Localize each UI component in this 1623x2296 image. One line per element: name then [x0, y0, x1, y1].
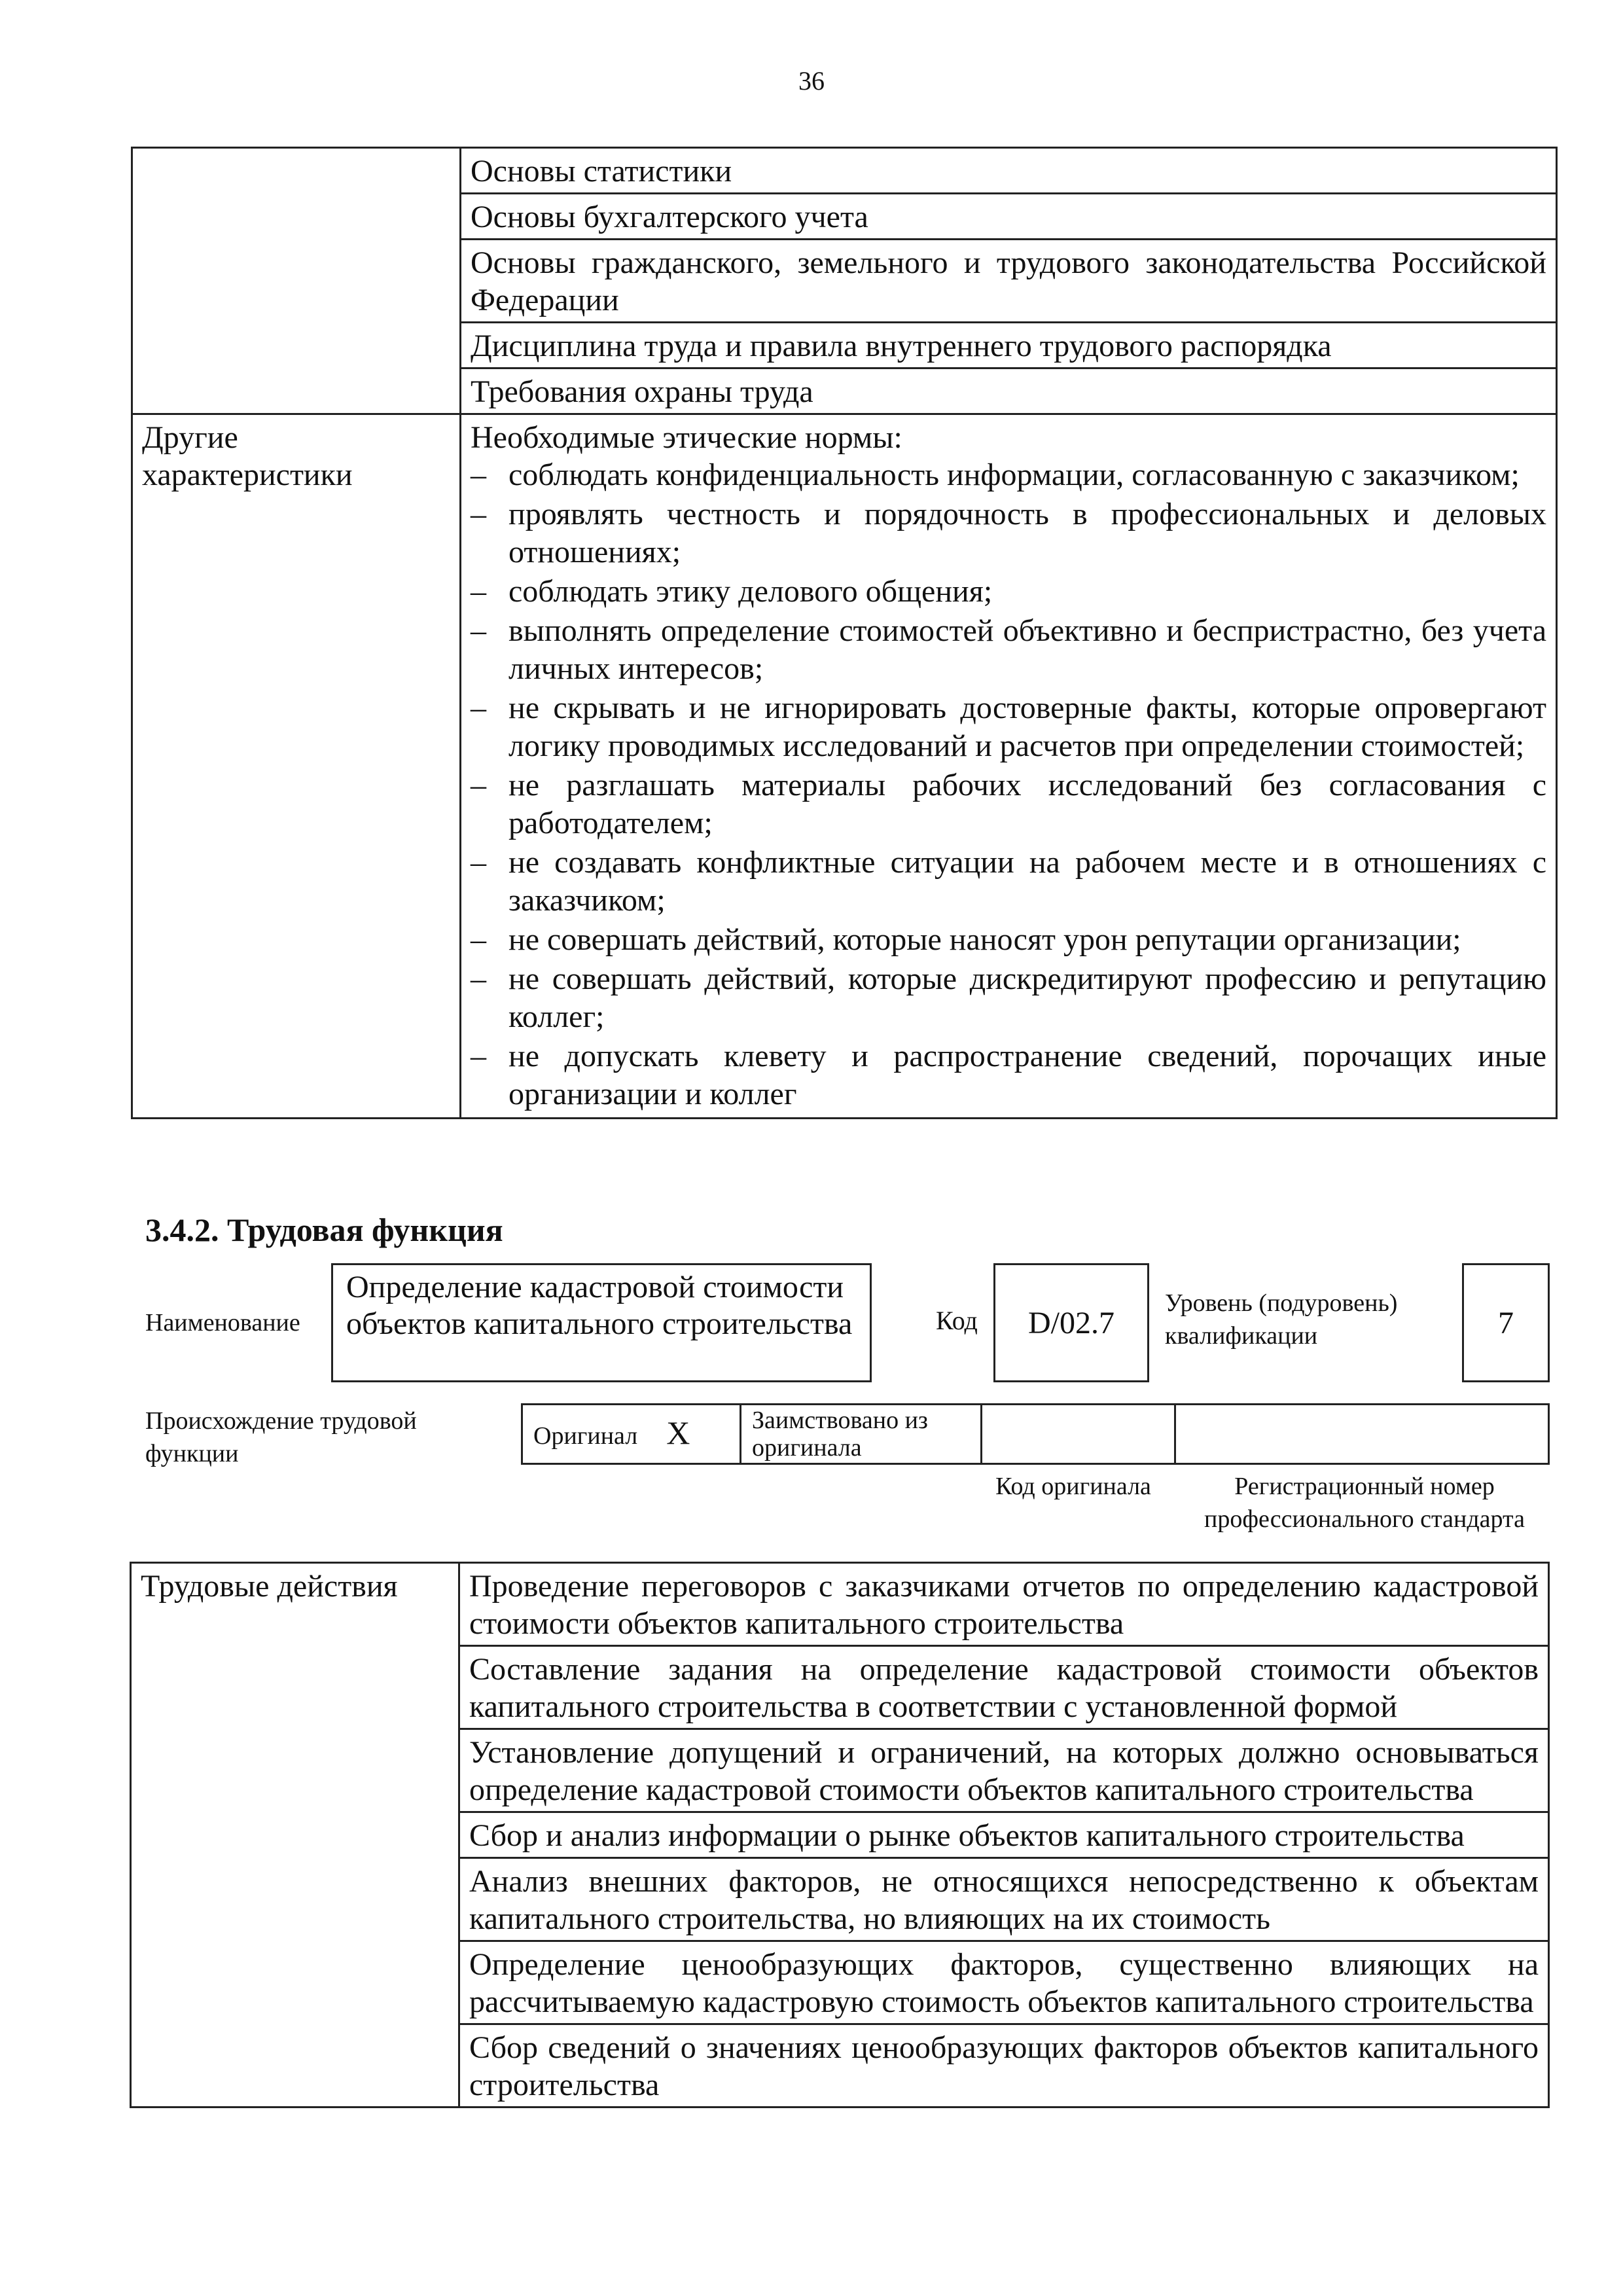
labor-action-item: Анализ внешних факторов, не относящихся непосредственно к объектам капитального строительства, но влияющих на их стоимость: [459, 1858, 1549, 1941]
list-item: – соблюдать конфиденциальность информации, согласованную с заказчиком;: [471, 456, 1546, 494]
original-mark: X: [666, 1414, 690, 1451]
labor-action-item: Установление допущений и ограничений, на которых должно основываться определение кадастровой стоимости объектов капитального строительства: [459, 1729, 1549, 1812]
labor-action-item: Составление задания на определение кадастровой стоимости объектов капитального строительства в соответствии с установленной формой: [459, 1646, 1549, 1729]
labor-action-item: Проведение переговоров с заказчиками отчетов по определению кадастровой стоимости объектов капитального строительства: [459, 1563, 1549, 1646]
level-value: 7: [1462, 1263, 1550, 1382]
original-code-caption: Код оригинала: [995, 1473, 1151, 1500]
original-label: Оригинал: [533, 1422, 638, 1450]
knowledge-item: Дисциплина труда и правила внутреннего трудового распорядка: [461, 323, 1557, 368]
list-item: – выполнять определение стоимостей объективно и беспристрастно, без учета личных интересов;: [471, 612, 1546, 688]
origin-label: Происхождение трудовой функции: [145, 1407, 417, 1467]
table-row: [131, 1563, 1549, 1646]
name-value: Определение кадастровой стоимости объектов капитального строительства: [331, 1263, 872, 1382]
code-value: D/02.7: [993, 1263, 1149, 1382]
labor-actions-label: Трудовые действия: [131, 1563, 459, 2108]
ethics-intro: Необходимые этические нормы:: [471, 420, 902, 455]
knowledge-item: Основы гражданского, земельного и трудового законодательства Российской Федерации: [461, 240, 1557, 323]
knowledge-item: Основы бухгалтерского учета: [461, 194, 1557, 240]
list-item: – не допускать клевету и распространение сведений, порочащих иные организации и коллег: [471, 1037, 1546, 1113]
labor-actions-table: [130, 1562, 1550, 2108]
labor-action-item: Определение ценообразующих факторов, существенно влияющих на рассчитываемую кадастровую стоимость объектов капитального строительства: [459, 1941, 1549, 2024]
name-label: Наименование: [145, 1309, 300, 1336]
knowledge-item: Требования охраны труда: [461, 368, 1557, 414]
list-item: – не разглашать материалы рабочих исследований без согласования с работодателем;: [471, 766, 1546, 842]
knowledge-table: [131, 147, 1558, 1119]
code-label: Код: [936, 1306, 978, 1335]
list-item: – не совершать действий, которые дискредитируют профессию и репутацию коллег;: [471, 960, 1546, 1036]
registration-number-caption: Регистрационный номер профессионального стандарта: [1204, 1473, 1525, 1533]
table-row: [132, 414, 1557, 1119]
registration-number-cell: [1175, 1405, 1549, 1464]
original-cell: [522, 1405, 741, 1464]
page-number: 36: [798, 66, 825, 96]
list-item: – соблюдать этику делового общения;: [471, 573, 1546, 611]
labor-action-item: Сбор и анализ информации о рынке объектов капитального строительства: [459, 1812, 1549, 1858]
empty-label-cell: [132, 148, 461, 414]
ethics-list: [471, 456, 1546, 1113]
list-item: – не скрывать и не игнорировать достоверные факты, которые опровергают логику проводимых исследований и расчетов при определении стоимостей;: [471, 689, 1546, 765]
list-item: – проявлять честность и порядочность в профессиональных и деловых отношениях;: [471, 495, 1546, 571]
origin-table: [521, 1403, 1550, 1465]
level-label: Уровень (подуровень) квалификации: [1165, 1289, 1398, 1350]
other-characteristics-label: Другие характеристики: [132, 414, 461, 1119]
other-characteristics-content: [461, 414, 1557, 1119]
labor-action-item: Сбор сведений о значениях ценообразующих факторов объектов капитального строительства: [459, 2024, 1549, 2108]
table-row: [132, 148, 1557, 194]
list-item: – не совершать действий, которые наносят урон репутации организации;: [471, 921, 1546, 959]
section-title: 3.4.2. Трудовая функция: [145, 1211, 503, 1248]
knowledge-item: Основы статистики: [461, 148, 1557, 194]
table-row: [522, 1405, 1549, 1464]
borrowed-label: Заимствовано из оригинала: [741, 1405, 982, 1464]
list-item: – не создавать конфликтные ситуации на рабочем месте и в отношениях с заказчиком;: [471, 844, 1546, 920]
original-code-cell: [982, 1405, 1175, 1464]
